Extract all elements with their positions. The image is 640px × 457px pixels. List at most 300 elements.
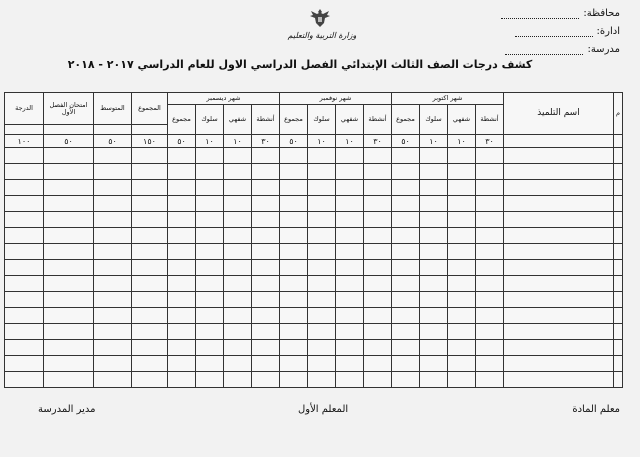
grade-cell[interactable] <box>132 228 168 244</box>
grade-cell[interactable] <box>308 212 336 228</box>
grade-cell[interactable] <box>196 148 224 164</box>
grade-cell[interactable] <box>280 148 308 164</box>
student-name-cell[interactable] <box>504 260 614 276</box>
grade-cell[interactable] <box>448 212 476 228</box>
grade-cell[interactable] <box>308 276 336 292</box>
grade-cell[interactable] <box>280 308 308 324</box>
grade-cell[interactable] <box>308 228 336 244</box>
grade-cell[interactable] <box>392 356 420 372</box>
max-score-cell: ١٠٠ <box>5 135 44 148</box>
student-row <box>5 324 623 340</box>
grade-cell[interactable] <box>614 276 623 292</box>
grade-cell[interactable] <box>44 372 94 388</box>
grade-cell[interactable] <box>252 372 280 388</box>
grade-cell[interactable] <box>364 372 392 388</box>
administration-field <box>515 26 620 37</box>
grade-cell[interactable] <box>392 196 420 212</box>
grade-cell[interactable] <box>196 372 224 388</box>
grade-cell[interactable] <box>44 292 94 308</box>
grade-cell[interactable] <box>476 148 504 164</box>
grade-cell[interactable] <box>132 244 168 260</box>
grade-cell[interactable] <box>280 196 308 212</box>
grades-table <box>4 92 623 388</box>
col-number-header: م <box>614 93 623 135</box>
grade-cell[interactable] <box>614 196 623 212</box>
grade-cell[interactable] <box>94 324 132 340</box>
grade-cell[interactable] <box>308 180 336 196</box>
grade-cell[interactable] <box>392 228 420 244</box>
grade-cell[interactable] <box>280 276 308 292</box>
grade-cell[interactable] <box>5 324 44 340</box>
grade-cell[interactable] <box>94 148 132 164</box>
grade-cell[interactable] <box>364 164 392 180</box>
dec-oral-header: شفهي <box>224 105 252 135</box>
grade-cell[interactable] <box>168 148 196 164</box>
grade-cell[interactable] <box>308 340 336 356</box>
grade-cell[interactable] <box>5 212 44 228</box>
grade-cell[interactable] <box>336 292 364 308</box>
grade-cell[interactable] <box>5 228 44 244</box>
student-name-cell[interactable] <box>504 340 614 356</box>
grade-cell[interactable] <box>420 276 448 292</box>
grade-cell[interactable] <box>364 212 392 228</box>
grade-cell[interactable] <box>94 276 132 292</box>
grade-cell[interactable] <box>420 308 448 324</box>
max-score-row <box>5 135 623 148</box>
grade-cell[interactable] <box>280 260 308 276</box>
student-name-cell[interactable] <box>504 276 614 292</box>
grade-cell[interactable] <box>252 340 280 356</box>
student-name-cell[interactable] <box>504 212 614 228</box>
grade-cell[interactable] <box>476 356 504 372</box>
grade-cell[interactable] <box>420 212 448 228</box>
grade-cell[interactable] <box>252 196 280 212</box>
grade-cell[interactable] <box>168 308 196 324</box>
grade-cell[interactable] <box>308 356 336 372</box>
grade-cell[interactable] <box>614 180 623 196</box>
grade-cell[interactable] <box>448 164 476 180</box>
grade-cell[interactable] <box>5 356 44 372</box>
grade-cell[interactable] <box>614 292 623 308</box>
grade-cell[interactable] <box>168 180 196 196</box>
grade-cell[interactable] <box>476 244 504 260</box>
grade-cell[interactable] <box>252 228 280 244</box>
grade-cell[interactable] <box>336 228 364 244</box>
grade-cell[interactable] <box>308 164 336 180</box>
grade-cell[interactable] <box>392 180 420 196</box>
student-name-cell[interactable] <box>504 228 614 244</box>
grade-cell[interactable] <box>336 164 364 180</box>
student-name-cell[interactable] <box>504 196 614 212</box>
footer-subject-teacher: معلم المادة <box>572 404 620 415</box>
grade-cell[interactable] <box>614 244 623 260</box>
grade-cell[interactable] <box>224 372 252 388</box>
grade-cell[interactable] <box>476 228 504 244</box>
grade-cell[interactable] <box>224 356 252 372</box>
col-exam-header: امتحان الفصل الأول <box>44 93 94 125</box>
grade-cell[interactable] <box>364 260 392 276</box>
grade-cell[interactable] <box>168 196 196 212</box>
grade-cell[interactable] <box>448 228 476 244</box>
grade-cell[interactable] <box>476 308 504 324</box>
grade-cell[interactable] <box>476 340 504 356</box>
grade-cell[interactable] <box>196 228 224 244</box>
col-sum-header: المجموع <box>132 93 168 125</box>
grade-cell[interactable] <box>448 148 476 164</box>
grade-cell[interactable] <box>420 196 448 212</box>
grade-cell[interactable] <box>336 180 364 196</box>
grade-cell[interactable] <box>94 212 132 228</box>
grade-cell[interactable] <box>476 164 504 180</box>
grade-cell[interactable] <box>364 148 392 164</box>
grade-cell[interactable] <box>94 260 132 276</box>
grade-cell[interactable] <box>94 196 132 212</box>
grade-cell[interactable] <box>94 164 132 180</box>
grade-cell[interactable] <box>476 372 504 388</box>
grade-cell[interactable] <box>280 372 308 388</box>
grade-cell[interactable] <box>308 196 336 212</box>
grade-cell[interactable] <box>196 244 224 260</box>
grade-cell[interactable] <box>280 180 308 196</box>
grade-cell[interactable] <box>168 164 196 180</box>
month-november-header: شهر نوفمبر <box>280 93 392 105</box>
grade-cell[interactable] <box>448 340 476 356</box>
grade-cell[interactable] <box>392 164 420 180</box>
grade-cell[interactable] <box>280 228 308 244</box>
grade-cell[interactable] <box>308 324 336 340</box>
student-name-cell[interactable] <box>504 356 614 372</box>
max-score-cell: ٣٠ <box>476 135 504 148</box>
grade-cell[interactable] <box>308 292 336 308</box>
grade-cell[interactable] <box>280 356 308 372</box>
grade-cell[interactable] <box>420 356 448 372</box>
grade-cell[interactable] <box>224 148 252 164</box>
grade-cell[interactable] <box>280 324 308 340</box>
grade-cell[interactable] <box>224 276 252 292</box>
col-grade-header: الدرجة <box>5 93 44 125</box>
grade-cell[interactable] <box>224 308 252 324</box>
grade-cell[interactable] <box>336 372 364 388</box>
grade-cell[interactable] <box>168 292 196 308</box>
grade-cell[interactable] <box>196 180 224 196</box>
grade-cell[interactable] <box>252 180 280 196</box>
grade-cell[interactable] <box>252 148 280 164</box>
grade-cell[interactable] <box>308 308 336 324</box>
student-row <box>5 180 623 196</box>
grade-cell[interactable] <box>614 308 623 324</box>
grade-cell[interactable] <box>614 212 623 228</box>
grade-cell[interactable] <box>168 324 196 340</box>
grade-cell[interactable] <box>5 148 44 164</box>
grade-cell[interactable] <box>132 196 168 212</box>
grade-cell[interactable] <box>308 244 336 260</box>
grade-cell[interactable] <box>196 276 224 292</box>
grade-cell[interactable] <box>132 356 168 372</box>
grade-cell[interactable] <box>224 164 252 180</box>
grade-cell[interactable] <box>336 340 364 356</box>
grade-cell[interactable] <box>224 292 252 308</box>
grade-cell[interactable] <box>614 356 623 372</box>
grade-cell[interactable] <box>336 212 364 228</box>
grade-cell[interactable] <box>280 292 308 308</box>
grade-cell[interactable] <box>420 180 448 196</box>
grade-cell[interactable] <box>196 356 224 372</box>
grade-cell[interactable] <box>224 324 252 340</box>
grade-cell[interactable] <box>308 260 336 276</box>
grade-cell[interactable] <box>336 308 364 324</box>
school-blank[interactable] <box>505 45 583 55</box>
grade-cell[interactable] <box>94 340 132 356</box>
grade-cell[interactable] <box>336 244 364 260</box>
school-label: مدرسة: <box>587 44 620 55</box>
grade-cell[interactable] <box>476 292 504 308</box>
student-name-cell[interactable] <box>504 308 614 324</box>
grade-cell[interactable] <box>614 324 623 340</box>
dec-activities-header: أنشطة <box>252 105 280 135</box>
grade-cell[interactable] <box>280 212 308 228</box>
grade-cell[interactable] <box>252 260 280 276</box>
grade-cell[interactable] <box>448 180 476 196</box>
grade-cell[interactable] <box>448 356 476 372</box>
grade-cell[interactable] <box>614 340 623 356</box>
grade-cell[interactable] <box>5 164 44 180</box>
grade-cell[interactable] <box>364 276 392 292</box>
grade-cell[interactable] <box>614 260 623 276</box>
grade-cell[interactable] <box>420 260 448 276</box>
grade-cell[interactable] <box>252 276 280 292</box>
grade-cell[interactable] <box>44 180 94 196</box>
grade-cell[interactable] <box>336 196 364 212</box>
grade-cell[interactable] <box>280 164 308 180</box>
grade-cell[interactable] <box>168 228 196 244</box>
grade-cell[interactable] <box>448 372 476 388</box>
grade-cell[interactable] <box>5 308 44 324</box>
grade-cell[interactable] <box>44 164 94 180</box>
grade-cell[interactable] <box>392 276 420 292</box>
grade-cell[interactable] <box>196 196 224 212</box>
grade-cell[interactable] <box>132 324 168 340</box>
grade-cell[interactable] <box>252 308 280 324</box>
grade-cell[interactable] <box>336 148 364 164</box>
grade-cell[interactable] <box>448 324 476 340</box>
grade-cell[interactable] <box>224 196 252 212</box>
grade-cell[interactable] <box>336 356 364 372</box>
grade-cell[interactable] <box>5 196 44 212</box>
grade-cell[interactable] <box>132 276 168 292</box>
grade-cell[interactable] <box>420 164 448 180</box>
grade-cell[interactable] <box>168 260 196 276</box>
grade-cell[interactable] <box>448 292 476 308</box>
grade-cell[interactable] <box>94 180 132 196</box>
grade-cell[interactable] <box>168 372 196 388</box>
grade-cell[interactable] <box>224 212 252 228</box>
grade-cell[interactable] <box>44 276 94 292</box>
grade-cell[interactable] <box>224 260 252 276</box>
grade-cell[interactable] <box>44 148 94 164</box>
grade-cell[interactable] <box>168 212 196 228</box>
grade-cell[interactable] <box>364 356 392 372</box>
student-name-cell[interactable] <box>504 244 614 260</box>
month-december-header: شهر ديسمبر <box>168 93 280 105</box>
grade-cell[interactable] <box>614 164 623 180</box>
grade-cell[interactable] <box>476 260 504 276</box>
grade-cell[interactable] <box>44 260 94 276</box>
grade-cell[interactable] <box>44 196 94 212</box>
student-name-cell[interactable] <box>504 180 614 196</box>
grade-cell[interactable] <box>94 372 132 388</box>
grade-cell[interactable] <box>364 228 392 244</box>
grade-cell[interactable] <box>614 148 623 164</box>
governorate-blank[interactable] <box>501 9 579 19</box>
grade-cell[interactable] <box>94 308 132 324</box>
grade-cell[interactable] <box>280 340 308 356</box>
student-row <box>5 228 623 244</box>
grade-cell[interactable] <box>44 228 94 244</box>
grade-cell[interactable] <box>392 340 420 356</box>
grade-cell[interactable] <box>252 324 280 340</box>
grade-cell[interactable] <box>196 164 224 180</box>
grade-cell[interactable] <box>392 244 420 260</box>
grade-cell[interactable] <box>252 244 280 260</box>
grade-cell[interactable] <box>196 340 224 356</box>
grade-cell[interactable] <box>168 244 196 260</box>
grade-cell[interactable] <box>476 276 504 292</box>
grade-cell[interactable] <box>5 340 44 356</box>
grade-cell[interactable] <box>364 244 392 260</box>
grade-cell[interactable] <box>364 324 392 340</box>
grade-cell[interactable] <box>336 324 364 340</box>
grade-cell[interactable] <box>132 180 168 196</box>
grade-cell[interactable] <box>132 372 168 388</box>
grade-cell[interactable] <box>392 308 420 324</box>
grade-cell[interactable] <box>614 372 623 388</box>
nov-oral-header: شفهي <box>336 105 364 135</box>
grade-cell[interactable] <box>5 260 44 276</box>
governorate-field <box>501 8 620 19</box>
grade-cell[interactable] <box>196 212 224 228</box>
grade-cell[interactable] <box>44 212 94 228</box>
grade-cell[interactable] <box>448 276 476 292</box>
max-score-cell: ١٠ <box>224 135 252 148</box>
grade-cell[interactable] <box>5 180 44 196</box>
grade-cell[interactable] <box>94 244 132 260</box>
grade-cell[interactable] <box>476 212 504 228</box>
grade-cell[interactable] <box>224 228 252 244</box>
grade-cell[interactable] <box>252 356 280 372</box>
student-name-cell[interactable] <box>504 148 614 164</box>
grade-cell[interactable] <box>392 148 420 164</box>
grade-cell[interactable] <box>224 180 252 196</box>
grade-cell[interactable] <box>44 340 94 356</box>
student-name-cell[interactable] <box>504 324 614 340</box>
grade-cell[interactable] <box>5 372 44 388</box>
grade-cell[interactable] <box>364 196 392 212</box>
grade-cell[interactable] <box>132 212 168 228</box>
grade-cell[interactable] <box>44 308 94 324</box>
grade-cell[interactable] <box>448 196 476 212</box>
grade-cell[interactable] <box>364 180 392 196</box>
grade-cell[interactable] <box>476 324 504 340</box>
grade-cell[interactable] <box>336 260 364 276</box>
grade-cell[interactable] <box>336 276 364 292</box>
grade-cell[interactable] <box>420 292 448 308</box>
grade-cell[interactable] <box>420 244 448 260</box>
grade-cell[interactable] <box>420 148 448 164</box>
grade-cell[interactable] <box>132 308 168 324</box>
grade-cell[interactable] <box>308 372 336 388</box>
student-row <box>5 148 623 164</box>
grade-cell[interactable] <box>614 228 623 244</box>
grade-cell[interactable] <box>392 372 420 388</box>
grade-cell[interactable] <box>364 292 392 308</box>
student-row <box>5 308 623 324</box>
grade-cell[interactable] <box>420 228 448 244</box>
student-name-cell[interactable] <box>504 372 614 388</box>
grade-cell[interactable] <box>94 228 132 244</box>
grade-cell[interactable] <box>224 244 252 260</box>
grade-cell[interactable] <box>280 244 308 260</box>
grade-cell[interactable] <box>392 292 420 308</box>
grade-cell[interactable] <box>196 324 224 340</box>
grade-cell[interactable] <box>5 276 44 292</box>
grade-cell[interactable] <box>420 324 448 340</box>
grade-cell[interactable] <box>252 292 280 308</box>
grade-cell[interactable] <box>196 292 224 308</box>
grade-cell[interactable] <box>392 212 420 228</box>
grade-cell[interactable] <box>252 212 280 228</box>
grade-cell[interactable] <box>168 276 196 292</box>
grade-cell[interactable] <box>420 372 448 388</box>
grade-cell[interactable] <box>476 180 504 196</box>
administration-blank[interactable] <box>515 27 593 37</box>
grade-cell[interactable] <box>448 244 476 260</box>
grade-cell[interactable] <box>5 244 44 260</box>
grade-cell[interactable] <box>132 148 168 164</box>
grade-cell[interactable] <box>196 308 224 324</box>
grade-cell[interactable] <box>44 244 94 260</box>
col-student-header: اسم التلميذ <box>504 93 614 135</box>
grade-cell[interactable] <box>224 340 252 356</box>
grade-cell[interactable] <box>392 260 420 276</box>
grade-cell[interactable] <box>132 292 168 308</box>
grade-cell[interactable] <box>196 260 224 276</box>
grade-cell[interactable] <box>392 324 420 340</box>
grade-cell[interactable] <box>132 340 168 356</box>
grade-cell[interactable] <box>168 340 196 356</box>
grade-cell[interactable] <box>308 148 336 164</box>
grade-cell[interactable] <box>44 356 94 372</box>
student-row <box>5 356 623 372</box>
student-row <box>5 164 623 180</box>
student-name-cell[interactable] <box>504 164 614 180</box>
grade-cell[interactable] <box>94 356 132 372</box>
grade-cell[interactable] <box>364 308 392 324</box>
grade-cell[interactable] <box>448 308 476 324</box>
grade-cell[interactable] <box>132 164 168 180</box>
grade-cell[interactable] <box>44 324 94 340</box>
grade-cell[interactable] <box>168 356 196 372</box>
grade-cell[interactable] <box>132 260 168 276</box>
grade-cell[interactable] <box>94 292 132 308</box>
grade-cell[interactable] <box>252 164 280 180</box>
grade-cell[interactable] <box>5 292 44 308</box>
grade-cell[interactable] <box>364 340 392 356</box>
grade-cell[interactable] <box>476 196 504 212</box>
grade-cell[interactable] <box>448 260 476 276</box>
grade-cell[interactable] <box>420 340 448 356</box>
student-name-cell[interactable] <box>504 292 614 308</box>
oct-total-header: مجموع <box>392 105 420 135</box>
